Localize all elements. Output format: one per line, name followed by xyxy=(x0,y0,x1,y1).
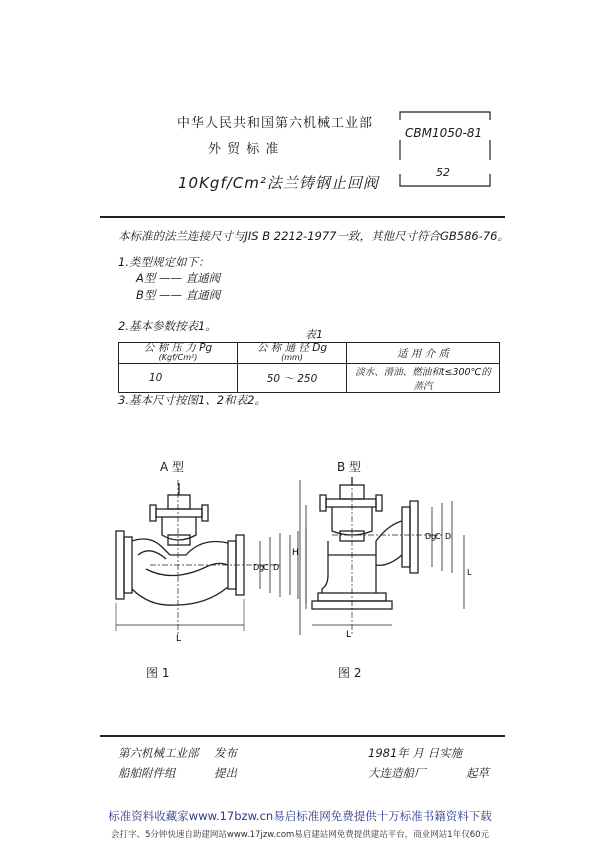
figure-b-label: B 型 xyxy=(337,460,362,474)
header-pressure-unit: (Kgf/Cm²) xyxy=(158,353,198,362)
figure-1-caption: 图 1 xyxy=(146,666,170,680)
header-medium: 适 用 介 质 xyxy=(347,343,500,364)
header-divider xyxy=(100,216,505,218)
document-title: 10Kgf/Cm²法兰铸钢止回阀 xyxy=(178,174,379,192)
header-diameter-unit: (mm) xyxy=(281,353,303,362)
issue-action: 发布 xyxy=(214,746,237,760)
dim-h-label: H xyxy=(292,548,299,558)
item-2: 2.基本参数按表1。 xyxy=(118,319,217,333)
header-pressure: 公 称 压 力 Pg xyxy=(143,342,213,354)
draft-action: 起草 xyxy=(466,766,489,780)
dim-c-label: C xyxy=(263,563,269,572)
item-3: 3.基本尺寸按图1、2和表2。 xyxy=(118,393,266,407)
table-caption: 表1 xyxy=(305,328,323,341)
dim-c-label-b: C xyxy=(435,532,441,541)
table-row xyxy=(119,364,500,393)
cell-diameter: 50 ～ 250 xyxy=(238,364,347,393)
propose-action: 提出 xyxy=(214,766,237,780)
item-1: 1.类型规定如下： xyxy=(118,255,210,269)
implementation-date: 1981年 月 日实施 xyxy=(368,746,463,760)
dim-d-label-b: D xyxy=(445,532,452,541)
figure-a-label: A 型 xyxy=(160,460,185,474)
type-a-line: A型 —— 直通阀 xyxy=(136,271,221,285)
figure-2-drawing xyxy=(292,475,482,650)
cell-medium: 淡水、滑油、燃油和t≤300℃的蒸汽 xyxy=(347,364,500,393)
dim-l-label-side: L xyxy=(467,568,472,577)
page-number: 52 xyxy=(436,166,450,179)
header-diameter: 公 称 通 径 Dg xyxy=(256,342,328,354)
dim-l-label: L xyxy=(176,634,182,644)
watermark-line-1: 标准资料收藏家www.17bzw.cn易启标准网免费提供十万标准书籍资料下载 xyxy=(108,809,492,823)
standard-code: CBM1050-81 xyxy=(405,126,483,140)
issuer: 第六机械工业部 xyxy=(118,746,199,760)
table-header-row xyxy=(119,343,500,364)
parameters-table xyxy=(118,342,500,393)
standard-category: 外 贸 标 准 xyxy=(208,142,280,157)
type-b-line: B型 —— 直通阀 xyxy=(136,288,221,302)
proposer: 船舶附件组 xyxy=(118,766,176,780)
intro-paragraph: 本标准的法兰连接尺寸与JIS B 2212-1977一致，其他尺寸符合GB586-76。 xyxy=(118,229,509,243)
watermark-line-2: 会打字、5分钟快速自助建网站www.17jzw.com易启建站网免费提供建站平台，商业网站1年仅60元 xyxy=(110,830,490,840)
dim-d-label: D xyxy=(273,563,280,572)
cell-pressure: 10 xyxy=(119,364,238,393)
ministry-title: 中华人民共和国第六机械工业部 xyxy=(177,116,374,131)
dim-dg-label: Dg xyxy=(253,563,265,572)
figure-2-caption: 图 2 xyxy=(338,666,362,680)
drafter: 大连造船厂 xyxy=(368,766,426,780)
figure-1-drawing xyxy=(110,475,310,650)
dim-l-label-b: L xyxy=(346,630,352,640)
dim-dg-label-b: Dg xyxy=(425,532,437,541)
footer-divider xyxy=(100,735,505,737)
